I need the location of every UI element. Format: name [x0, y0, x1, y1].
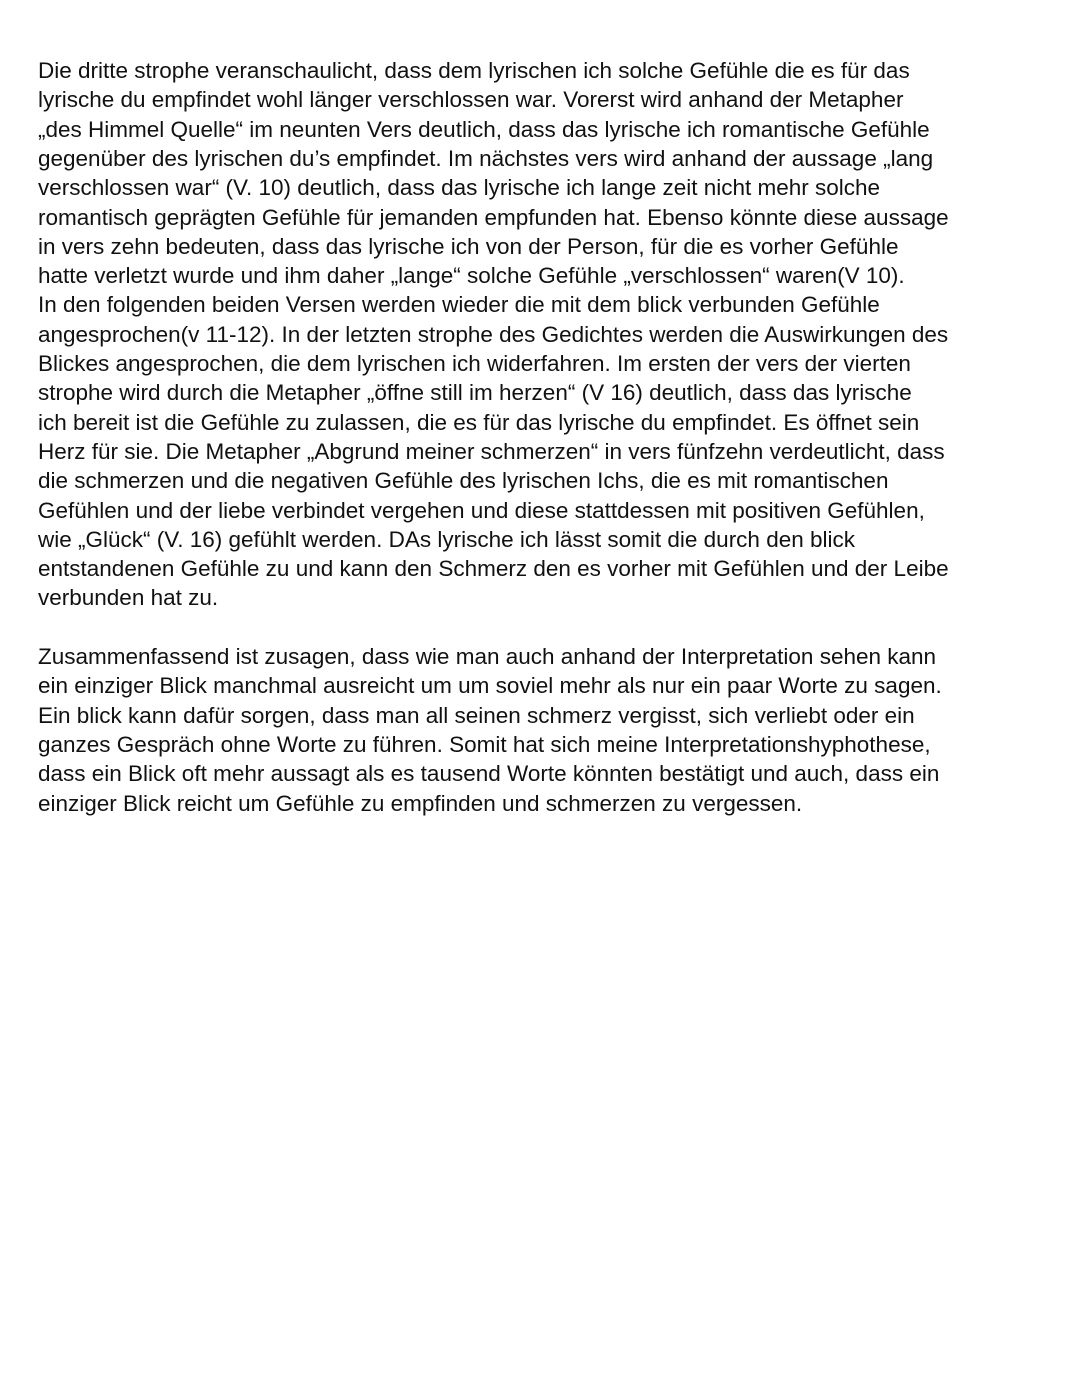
text-line: ein einziger Blick manchmal ausreicht um um soviel mehr als nur ein paar Worte zu sagen. — [38, 673, 942, 699]
text-line: wie „Glück“ (V. 16) gefühlt werden. DAs lyrische ich lässt somit die durch den blick — [38, 526, 855, 552]
text-line: dass ein Blick oft mehr aussagt als es tausend Worte könnten bestätigt und auch, dass ein — [38, 761, 940, 787]
text-line: Ein blick kann dafür sorgen, dass man all seinen schmerz vergisst, sich verliebt oder ein — [38, 702, 915, 728]
text-line: romantisch geprägten Gefühle für jemanden empfunden hat. Ebenso könnte diese aussage — [38, 204, 949, 230]
text-line: Die dritte strophe veranschaulicht, dass dem lyrischen ich solche Gefühle die es für das — [38, 58, 910, 83]
text-line: verbunden hat zu. — [38, 585, 219, 611]
text-line: ganzes Gespräch ohne Worte zu führen. Somit hat sich meine Interpretationshyphothese, — [38, 731, 931, 757]
text-line: einziger Blick reicht um Gefühle zu empfinden und schmerzen zu vergessen. — [38, 790, 803, 816]
text-line: lyrische du empfindet wohl länger verschlossen war. Vorerst wird anhand der Metapher — [38, 87, 904, 113]
text-line: Blickes angesprochen, die dem lyrischen ich widerfahren. Im ersten der vers der vierten — [38, 351, 911, 376]
text-line: angesprochen(v 11-12). In der letzten strophe des Gedichtes werden die Auswirkungen des — [38, 321, 949, 347]
text-line: ich bereit ist die Gefühle zu zulassen, die es für das lyrische du empfindet. Es öffnet sein — [38, 409, 920, 435]
text-line: Gefühlen und der liebe verbindet vergehen und diese stattdessen mit positiven Gefühlen, — [38, 497, 925, 523]
text-line: „des Himmel Quelle“ im neunten Vers deutlich, dass das lyrische ich romantische Gefühle — [38, 116, 930, 142]
text-line: gegenüber des lyrischen du’s empfindet. Im nächstes vers wird anhand der aussage „lang — [38, 145, 934, 171]
text-line: strophe wird durch die Metapher „öffne still im herzen“ (V 16) deutlich, dass das lyrische — [38, 380, 912, 406]
text-line: entstandenen Gefühle zu und kann den Schmerz den es vorher mit Gefühlen und der Leibe — [38, 556, 949, 582]
text-line: hatte verletzt wurde und ihm daher „lange“ solche Gefühle „verschlossen“ waren(V 10). — [38, 263, 905, 289]
text-line: In den folgenden beiden Versen werden wieder die mit dem blick verbunden Gefühle — [38, 292, 880, 318]
text-line: Herz für sie. Die Metapher „Abgrund meiner schmerzen“ in vers fünfzehn verdeutlicht, dass — [38, 438, 945, 464]
text-line: die schmerzen und die negativen Gefühle des lyrischen Ichs, die es mit romantischen — [38, 468, 889, 494]
text-line: in vers zehn bedeuten, dass das lyrische ich von der Person, für die es vorher Gefühle — [38, 233, 899, 259]
text-line: Zusammenfassend ist zusagen, dass wie man auch anhand der Interpretation sehen kann — [38, 644, 937, 669]
text-line: verschlossen war“ (V. 10) deutlich, dass das lyrische ich lange zeit nicht mehr solche — [38, 175, 881, 201]
